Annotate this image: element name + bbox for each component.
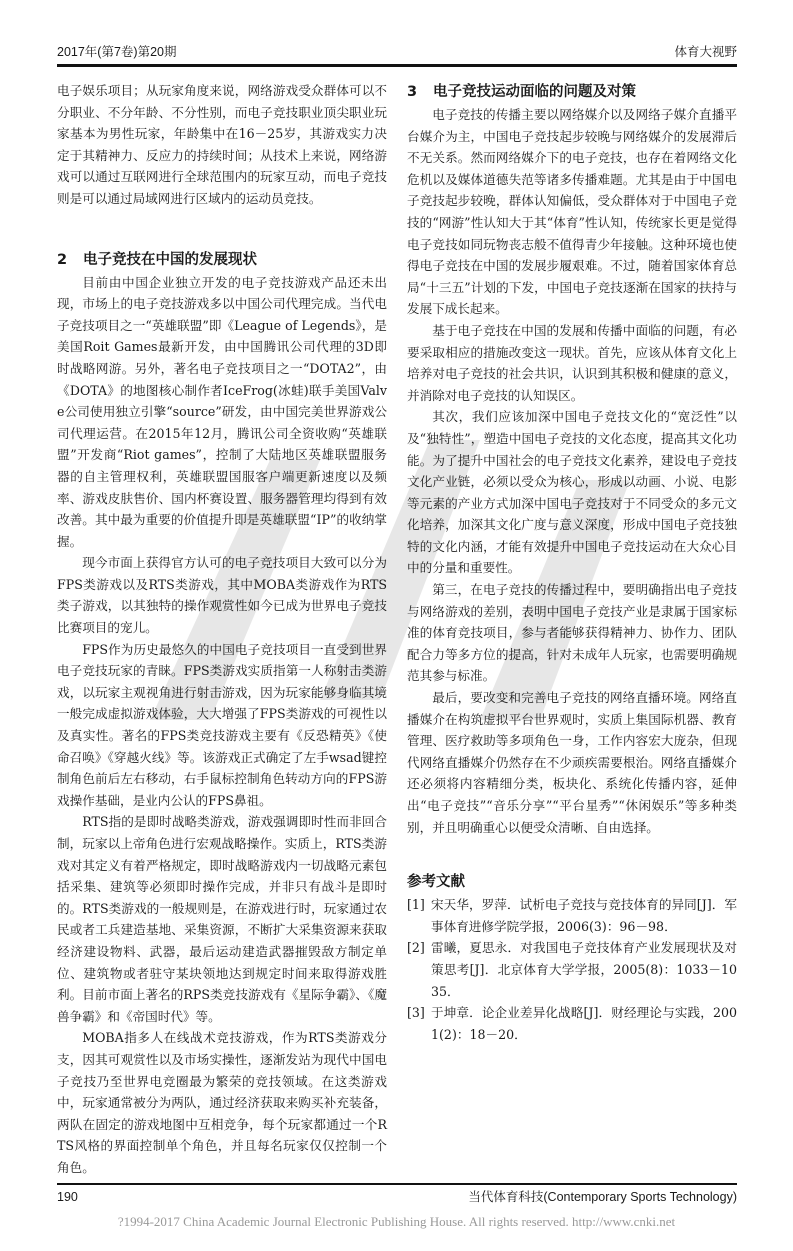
section-title: 电子竞技在中国的发展现状 <box>83 251 257 268</box>
footer-journal: 当代体育科技(Contemporary Sports Technology) <box>468 1189 737 1204</box>
paragraph: FPS作为历史最悠久的中国电子竞技项目一直受到世界电子竞技玩家的青睐。FPS类游戏实质指第一人称射击类游戏，以玩家主观视角进行射击游戏，因为玩家能够身临其境一般完成虚拟游戏体验，大大增强了FPS类游戏的可视性以及真实性。著名的FPS类竞技游戏主要有《反恐精英》《使命召唤》《穿越火线》等。该游戏正式确定了左手wsad键控制角色前后左右移动，右手鼠标控制角色转动方向的FPS游戏操作基础，是业内公认的FPS鼻祖。 <box>57 641 387 808</box>
section-heading-3 <box>407 80 737 104</box>
paragraph: 其次，我们应该加深中国电子竞技文化的“宽泛性”以及“独特性”，塑造中国电子竞技的文化态度，提高其文化功能。为了提升中国社会的电子竞技文化素养，建设电子竞技文化产业链，必须以受众为核心，形成以动画、小说、电影等元素的产业方式加深中国电子竞技对于不同受众的多元文化培养，加深其文化广度与意义深度，形成中国电子竞技独特的文化内涵，才能有效提升中国电子竞技运动在大众心目中的分量和重要性。 <box>407 409 737 576</box>
page-header <box>57 44 737 60</box>
page-number: 190 <box>57 1189 78 1204</box>
section-number: 3 <box>407 84 418 100</box>
section-heading-2 <box>57 248 387 272</box>
columns <box>57 80 737 1179</box>
reference-item <box>407 894 737 937</box>
reference-text: 雷曦，夏思永．对我国电子竞技体育产业发展现状及对策思考[J]．北京体育大学学报，2005(8)：1033－1035． <box>431 940 737 999</box>
paragraph: 目前由中国企业独立开发的电子竞技游戏产品还未出现，市场上的电子竞技游戏多以中国公司代理完成。当代电子竞技项目之一“英雄联盟”即《League of Legends》，是美国Roit Games最新开发，由中国腾讯公司代理的3D即时战略网游。另外，著名电子竞技项目之一“DOTA2”，由《DOTA》的地图核心制作者IceFrog(冰蛙)联手美国Valve公司使用独立引擎“source”研发，由中国完美世界游戏公司代理运营。在2015年12月，腾讯公司全资收购“英雄联盟”开发商“Riot games”，控制了大陆地区英雄联盟服务器的自主管理权利，英雄联盟国服客户端更新速度以及频率、游戏皮肤售价、国内杯赛设置、服务器管理均得到有效改善。其中最为重要的价值提升即是英雄联盟“IP”的收纳掌握。 <box>57 274 387 549</box>
paragraph: 最后，要改变和完善电子竞技的网络直播环境。网络直播媒介在构筑虚拟平台世界观时，实质上集国际机器、教育管理、医疗救助等多项角色一身，工作内容宏大庞杂，但现代网络直播媒介仍然存在不少顽疾需要根治。网络直播媒介还必须将内容精细分类，板块化、系统化传播内容，延伸出“电子竞技”“音乐分享”“平台星秀”“休闲娱乐”等多种类别，并且明确重心以便受众清晰、自由选择。 <box>407 690 737 835</box>
footer-rule <box>57 1183 737 1185</box>
section-title: 电子竞技运动面临的问题及对策 <box>433 84 636 100</box>
right-column <box>407 80 737 1179</box>
header-issue: 2017年(第7卷)第20期 <box>57 45 177 59</box>
paragraph: 现今市面上获得官方认可的电子竞技项目大致可以分为FPS类游戏以及RTS类游戏，其中MOBA类游戏作为RTS类子游戏，以其独特的操作观赏性如今已成为世界电子竞技比赛项目的宠儿。 <box>57 555 387 636</box>
paragraph: 基于电子竞技在中国的发展和传播中面临的问题，有必要采取相应的措施改变这一现状。首先，应该从体育文化上培养对电子竞技的社会共识，认识到其积极和健康的意义，并消除对电子竞技的认知误区。 <box>407 322 737 403</box>
references <box>407 870 737 1045</box>
header-rule <box>57 64 737 67</box>
section-number: 2 <box>57 251 68 268</box>
reference-text: 宋天华，罗萍．试析电子竞技与竞技体育的异同[J]．军事体育进修学院学报，2006(3)：96－98． <box>431 897 737 934</box>
copyright-notice: ?1994-2017 China Academic Journal Electronic Publishing House. All rights reserved. http://www.cnki.net <box>117 1213 676 1229</box>
paragraph: 第三，在电子竞技的传播过程中，要明确指出电子竞技与网络游戏的差别，表明中国电子竞技产业是隶属于国家标准的体育竞技项目，参与者能够获得精神力、协作力、团队配合力等多方位的提高，针对未成年人玩家，也需要明确规范其参与标准。 <box>407 582 737 684</box>
paragraph: 电子竞技的传播主要以网络媒介以及网络子媒介直播平台媒介为主，中国电子竞技起步较晚与网络媒介的发展滞后不无关系。然而网络媒介下的电子竞技，也存在着网络文化危机以及媒体道德失范等诸多传播难题。尤其是由于中国电子竞技起步较晚，群体认知偏低，受众群体对于中国电子竞技的“网游”性认知大于其“体育”性认知，传统家长更是觉得电子竞技如同玩物丧志般不值得青少年接触。这种环境也使得电子竞技在中国的发展步履艰难。不过，随着国家体育总局“十三五”计划的下发，中国电子竞技逐渐在国家的扶持与发展下成长起来。 <box>407 107 737 317</box>
left-column <box>57 80 387 1179</box>
reference-item <box>407 1002 737 1045</box>
paragraph: 电子娱乐项目；从玩家角度来说，网络游戏受众群体可以不分职业、不分年龄、不分性别，而电子竞技职业顶尖职业玩家基本为男性玩家，年龄集中在16－25岁，其游戏实力决定于其精神力、反应力的持续时间；从技术上来说，网络游戏可以通过互联网进行全球范围内的玩家互动，而电子竞技则是可以通过局域网进行区域内的运动员竞技。 <box>57 83 387 206</box>
paragraph: RTS指的是即时战略类游戏，游戏强调即时性而非回合制，玩家以上帝角色进行宏观战略操作。实质上，RTS类游戏对其定义有着严格规定，即时战略游戏内一切战略元素包括采集、建筑等必须即时操作完成，并非只有战斗是即时的。RTS类游戏的一般规则是，在游戏进行时，玩家通过农民或者工兵建造基地、采集资源，不断扩大采集资源来获取经济建设物料、武器，最后运动建造武器摧毁敌方制定单位、建筑物或者驻守某块领地达到规定时间来取得游戏胜利。目前市面上著名的RPS类竞技游戏有《星际争霸》、《魔兽争霸》和《帝国时代》等。 <box>57 814 387 1024</box>
references-heading: 参考文献 <box>407 874 465 891</box>
reference-number: [2] <box>407 940 425 956</box>
reference-number: [1] <box>407 897 425 913</box>
reference-number: [3] <box>407 1005 425 1021</box>
page-footer <box>57 1189 737 1205</box>
reference-text: 于坤章．论企业差异化战略[J]．财经理论与实践，2001(2)：18－20． <box>431 1005 737 1042</box>
header-section: 体育大视野 <box>674 45 737 59</box>
reference-item <box>407 937 737 1002</box>
paragraph: MOBA指多人在线战术竞技游戏，作为RTS类游戏分支，因其可观赏性以及市场实操性，逐渐发站为现代中国电子竞技乃至世界电竞圈最为繁荣的竞技领域。在这类游戏中，玩家通常被分为两队，通过经济获取来购买补充装备，两队在固定的游戏地图中互相竞争，每个玩家都通过一个RTS风格的界面控制单个角色，并且每名玩家仅仅控制一个角色。 <box>57 1030 387 1175</box>
